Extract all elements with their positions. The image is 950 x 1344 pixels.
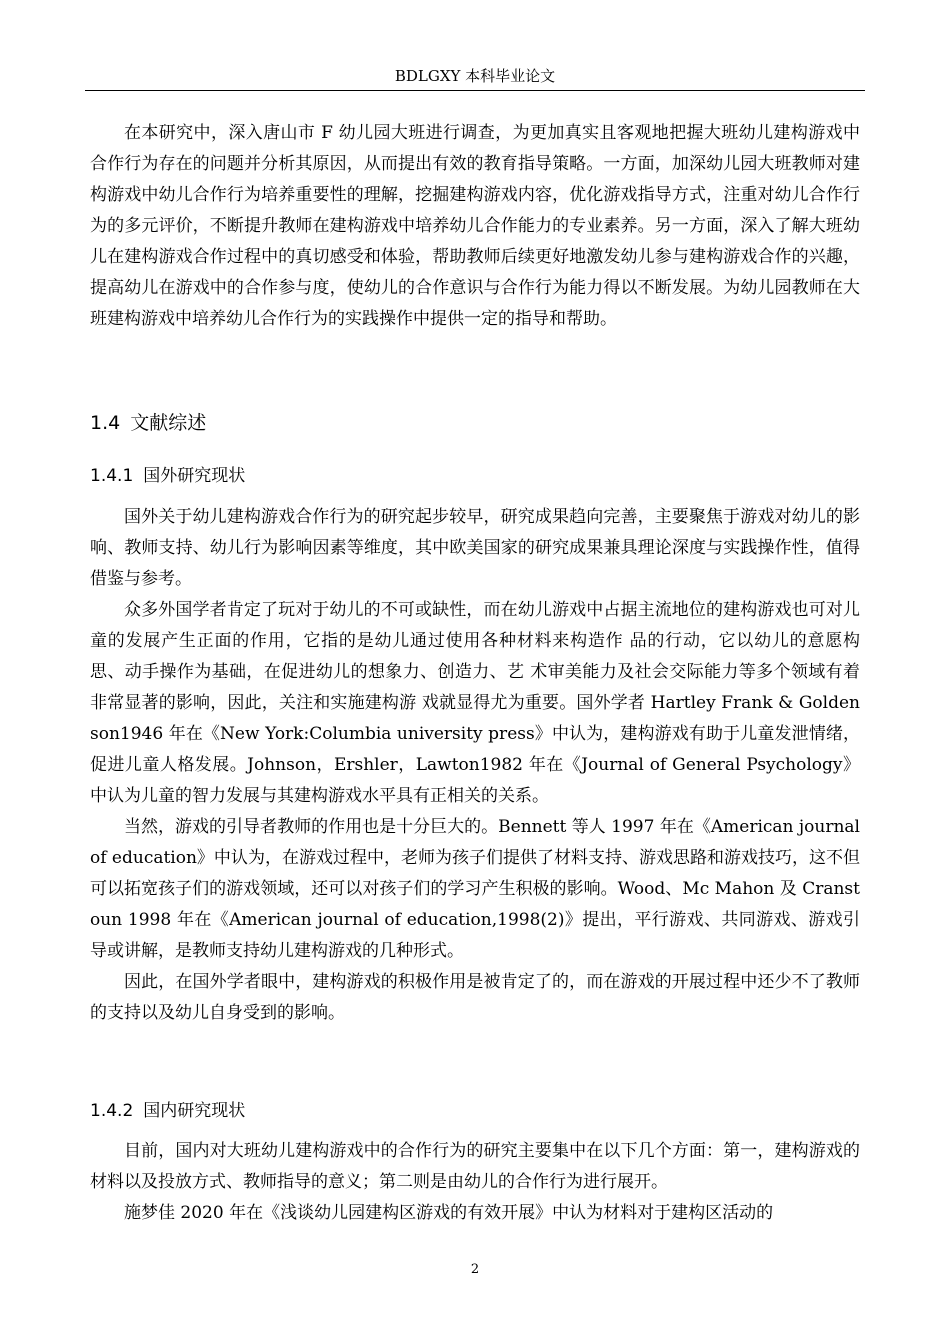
body-paragraph: 众多外国学者肯定了玩对于幼儿的不可或缺性，而在幼儿游戏中占据主流地位的建构游戏也可对儿童的发展产生正面的作用，它指的是幼儿通过使用各种材料来构造作 品的行动，它以幼儿的意愿构思、动手操作为基础，在促进幼儿的想象力、创造力、艺 术审美能力及社会交际能力等多个领域有着非常显著的影响，因此，关注和实施建构游 戏就显得尤为重要。国外学者 Hartley Frank & Goldenson1946 年在《New York:Columbia university press》中认为，建构游戏有助于儿童发泄情绪，促进儿童人格发展。Johnson，Ershler，Lawton1982 年在《Journal of General Psychology》中认为儿童的智力发展与其建构游戏水平具有正相关的关系。: [90, 600, 860, 806]
subsection-number: 1.4.1: [90, 466, 134, 486]
body-paragraph: 因此，在国外学者眼中，建构游戏的积极作用是被肯定了的，而在游戏的开展过程中还少不了教师的支持以及幼儿自身受到的影响。: [90, 972, 860, 1023]
section-1-4-heading: [90, 408, 860, 438]
section-title: 文献综述: [130, 412, 207, 434]
body-paragraph: 目前，国内对大班幼儿建构游戏中的合作行为的研究主要集中在以下几个方面：第一，建构游戏的材料以及投放方式、教师指导的意义；第二则是由幼儿的合作行为进行展开。: [90, 1141, 860, 1192]
body-paragraph: 施梦佳 2020 年在《浅谈幼儿园建构区游戏的有效开展》中认为材料对于建构区活动的: [124, 1203, 774, 1223]
intro-paragraph: 在本研究中，深入唐山市 F 幼儿园大班进行调查，为更加真实且客观地把握大班幼儿建构游戏中合作行为存在的问题并分析其原因，从而提出有效的教育指导策略。一方面，加深幼儿园大班教师对建构游戏中幼儿合作行为培养重要性的理解，挖掘建构游戏内容，优化游戏指导方式，注重对幼儿合作行为的多元评价，不断提升教师在建构游戏中培养幼儿合作能力的专业素养。另一方面，深入了解大班幼儿在建构游戏合作过程中的真切感受和体验，帮助教师后续更好地激发幼儿参与建构游戏合作的兴趣，提高幼儿在游戏中的合作参与度，使幼儿的合作意识与合作行为能力得以不断发展。为幼儿园教师在大班建构游戏中培养幼儿合作行为的实践操作中提供一定的指导和帮助。: [90, 123, 860, 329]
page-number: 2: [470, 1262, 480, 1277]
foreign-research-section: [90, 502, 860, 1029]
section-number: 1.4: [90, 412, 121, 434]
running-header: BDLGXY 本科毕业论文: [394, 67, 556, 85]
body-paragraph: 当然，游戏的引导者教师的作用也是十分巨大的。Bennett 等人 1997 年在《American journal of education》中认为，在游戏过程中，老师为孩子们提供了材料支持、游戏思路和游戏技巧，这不但可以拓宽孩子们的游戏领域，还可以对孩子们的学习产生积极的影响。Wood、Mc Mahon 及 Cranstoun 1998 年在《American journal of education,1998(2)》提出，平行游戏、共同游戏、游戏引导或讲解，是教师支持幼儿建构游戏的几种形式。: [90, 817, 860, 961]
subsection-title: 国内研究现状: [143, 1101, 246, 1121]
intro-section: [90, 118, 860, 335]
header-rule: [85, 90, 865, 91]
domestic-research-section: [90, 1136, 860, 1229]
subsection-title: 国外研究现状: [143, 466, 246, 486]
body-paragraph: 国外关于幼儿建构游戏合作行为的研究起步较早，研究成果趋向完善，主要聚焦于游戏对幼儿的影响、教师支持、幼儿行为影响因素等维度，其中欧美国家的研究成果兼具理论深度与实践操作性，值得借鉴与参考。: [90, 507, 860, 589]
section-1-4-1-heading: [90, 461, 860, 491]
subsection-number: 1.4.2: [90, 1101, 134, 1121]
section-1-4-2-heading: [90, 1096, 860, 1126]
